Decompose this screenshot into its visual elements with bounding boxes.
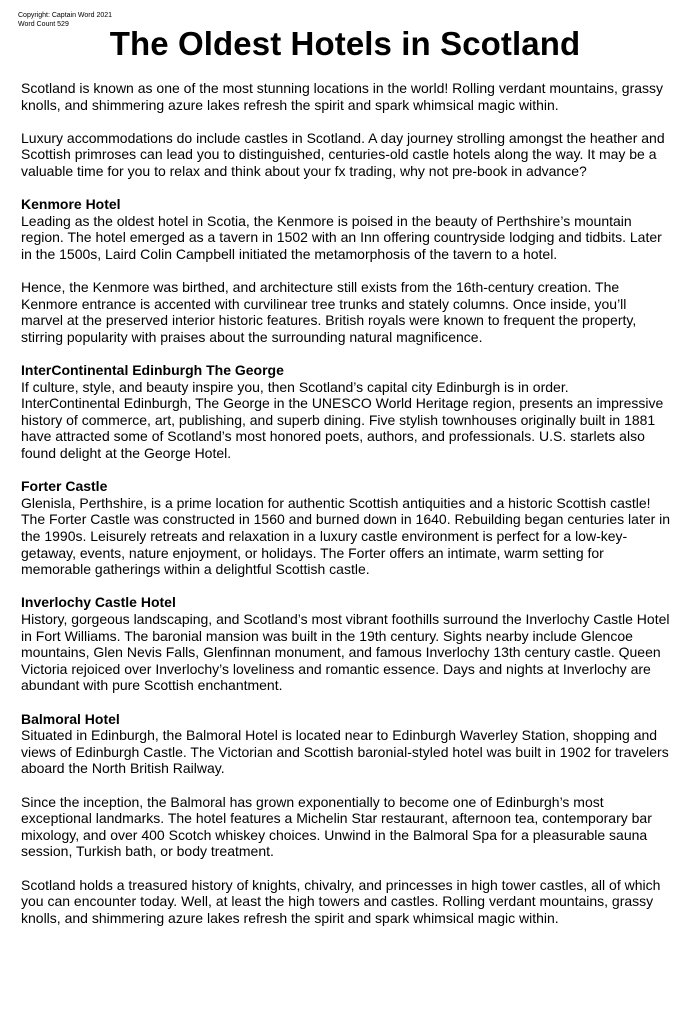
- section-kenmore-hotel-extra: Hence, the Kenmore was birthed, and architecture still exists from the 16th-century creation. The Kenmore entrance is accented with curvilinear tree trunks and stately columns. Once inside, you’ll marvel at the preserved interior historic features. British royals were known to frequent the property, stirring popularity with praises about the surrounding natural magnificence.: [21, 279, 637, 345]
- section-balmoral-hotel-extra: Since the inception, the Balmoral has grown exponentially to become one of Edinburgh’s most exceptional landmarks. The hotel features a Michelin Star restaurant, afternoon tea, contemporary bar mixology, and over 400 Scotch whiskey choices. Unwind in the Balmoral Spa for a pleasurable sauna session, Turkish bath, or body treatment.: [21, 793, 652, 860]
- word-count: Word Count 529: [18, 21, 69, 28]
- section-body: History, gorgeous landscaping, and Scotland’s most vibrant foothills surround the Inverlochy Castle Hotel in Fort Williams. The baronial mansion was built in the 19th century. Sights nearby include Glencoe mountains, Glen Nevis Falls, Glenfinnan monument, and famous Inverlochy 13th century castle. Queen Victoria rejoiced over Inverlochy’s loveliness and romantic essence. Days and nights at Inverlochy are abundant with pure Scottish enchantment.: [21, 611, 670, 694]
- copyright-notice: Copyright: Captain Word 2021: [18, 12, 113, 19]
- section-heading: Kenmore Hotel: [21, 196, 121, 213]
- section-forter-castle: [21, 478, 671, 578]
- intro-paragraph-1: Scotland is known as one of the most stunning locations in the world! Rolling verdant mountains, grassy knolls, and shimmering azure lakes refresh the spirit and spark whimsical magic within.: [21, 80, 664, 113]
- section-body: Leading as the oldest hotel in Scotia, the Kenmore is poised in the beauty of Perthshire’s mountain region. The hotel emerged as a tavern in 1502 with an Inn offering countryside lodging and tidbits. Later in the 1500s, Laird Colin Campbell initiated the metamorphosis of the tavern to a hotel.: [21, 212, 662, 262]
- section-body: Glenisla, Perthshire, is a prime location for authentic Scottish antiquities and a historic Scottish castle! The Forter Castle was constructed in 1560 and burned down in 1640. Rebuilding began centuries later in the 1990s. Leisurely retreats and relaxation in a luxury castle environment is perfect for a low-key-getaway, events, nature enjoyment, or holidays. The Forter offers an intimate, warm setting for memorable gatherings within a delightful Scottish castle.: [21, 494, 671, 578]
- article-body: [21, 80, 671, 943]
- page-title: The Oldest Hotels in Scotland: [109, 25, 581, 62]
- section-heading: Inverlochy Castle Hotel: [21, 594, 176, 611]
- section-heading: Balmoral Hotel: [21, 710, 120, 727]
- section-body: Situated in Edinburgh, the Balmoral Hotel is located near to Edinburgh Waverley Station, shopping and views of Edinburgh Castle. The Victorian and Scottish baronial-styled hotel was built in 1902 for travelers aboard the North British Railway.: [21, 727, 669, 777]
- closing-paragraph: Scotland holds a treasured history of knights, chivalry, and princesses in high tower castles, all of which you can encounter today. Well, at least the high towers and castles. Rolling verdant mountains, grassy knolls, and shimmering azure lakes refresh the spirit and spark whimsical magic within.: [21, 876, 661, 926]
- intro-paragraph-2: Luxury accommodations do include castles in Scotland. A day journey strolling amongst the heather and Scottish primroses can lead you to distinguished, centuries-old castle hotels along the way. It may be a valuable time for you to relax and think about your fx trading, why not pre-book in advance?: [21, 129, 665, 179]
- section-heading: Forter Castle: [21, 478, 108, 495]
- section-intercontinental-edinburgh: [21, 362, 671, 462]
- section-kenmore-hotel: [21, 196, 671, 262]
- section-inverlochy-castle-hotel: [21, 594, 671, 694]
- section-body: If culture, style, and beauty inspire you, then Scotland’s capital city Edinburgh is in order. InterContinental Edinburgh, The George in the UNESCO World Heritage region, presents an impressive history of commerce, art, publishing, and superb dining. Five stylish townhouses originally built in 1881 have attracted some of Scotland’s most honored poets, authors, and professionals. U.S. starlets also found delight at the George Hotel.: [21, 378, 664, 462]
- section-heading: InterContinental Edinburgh The George: [21, 362, 284, 379]
- section-balmoral-hotel: [21, 711, 671, 777]
